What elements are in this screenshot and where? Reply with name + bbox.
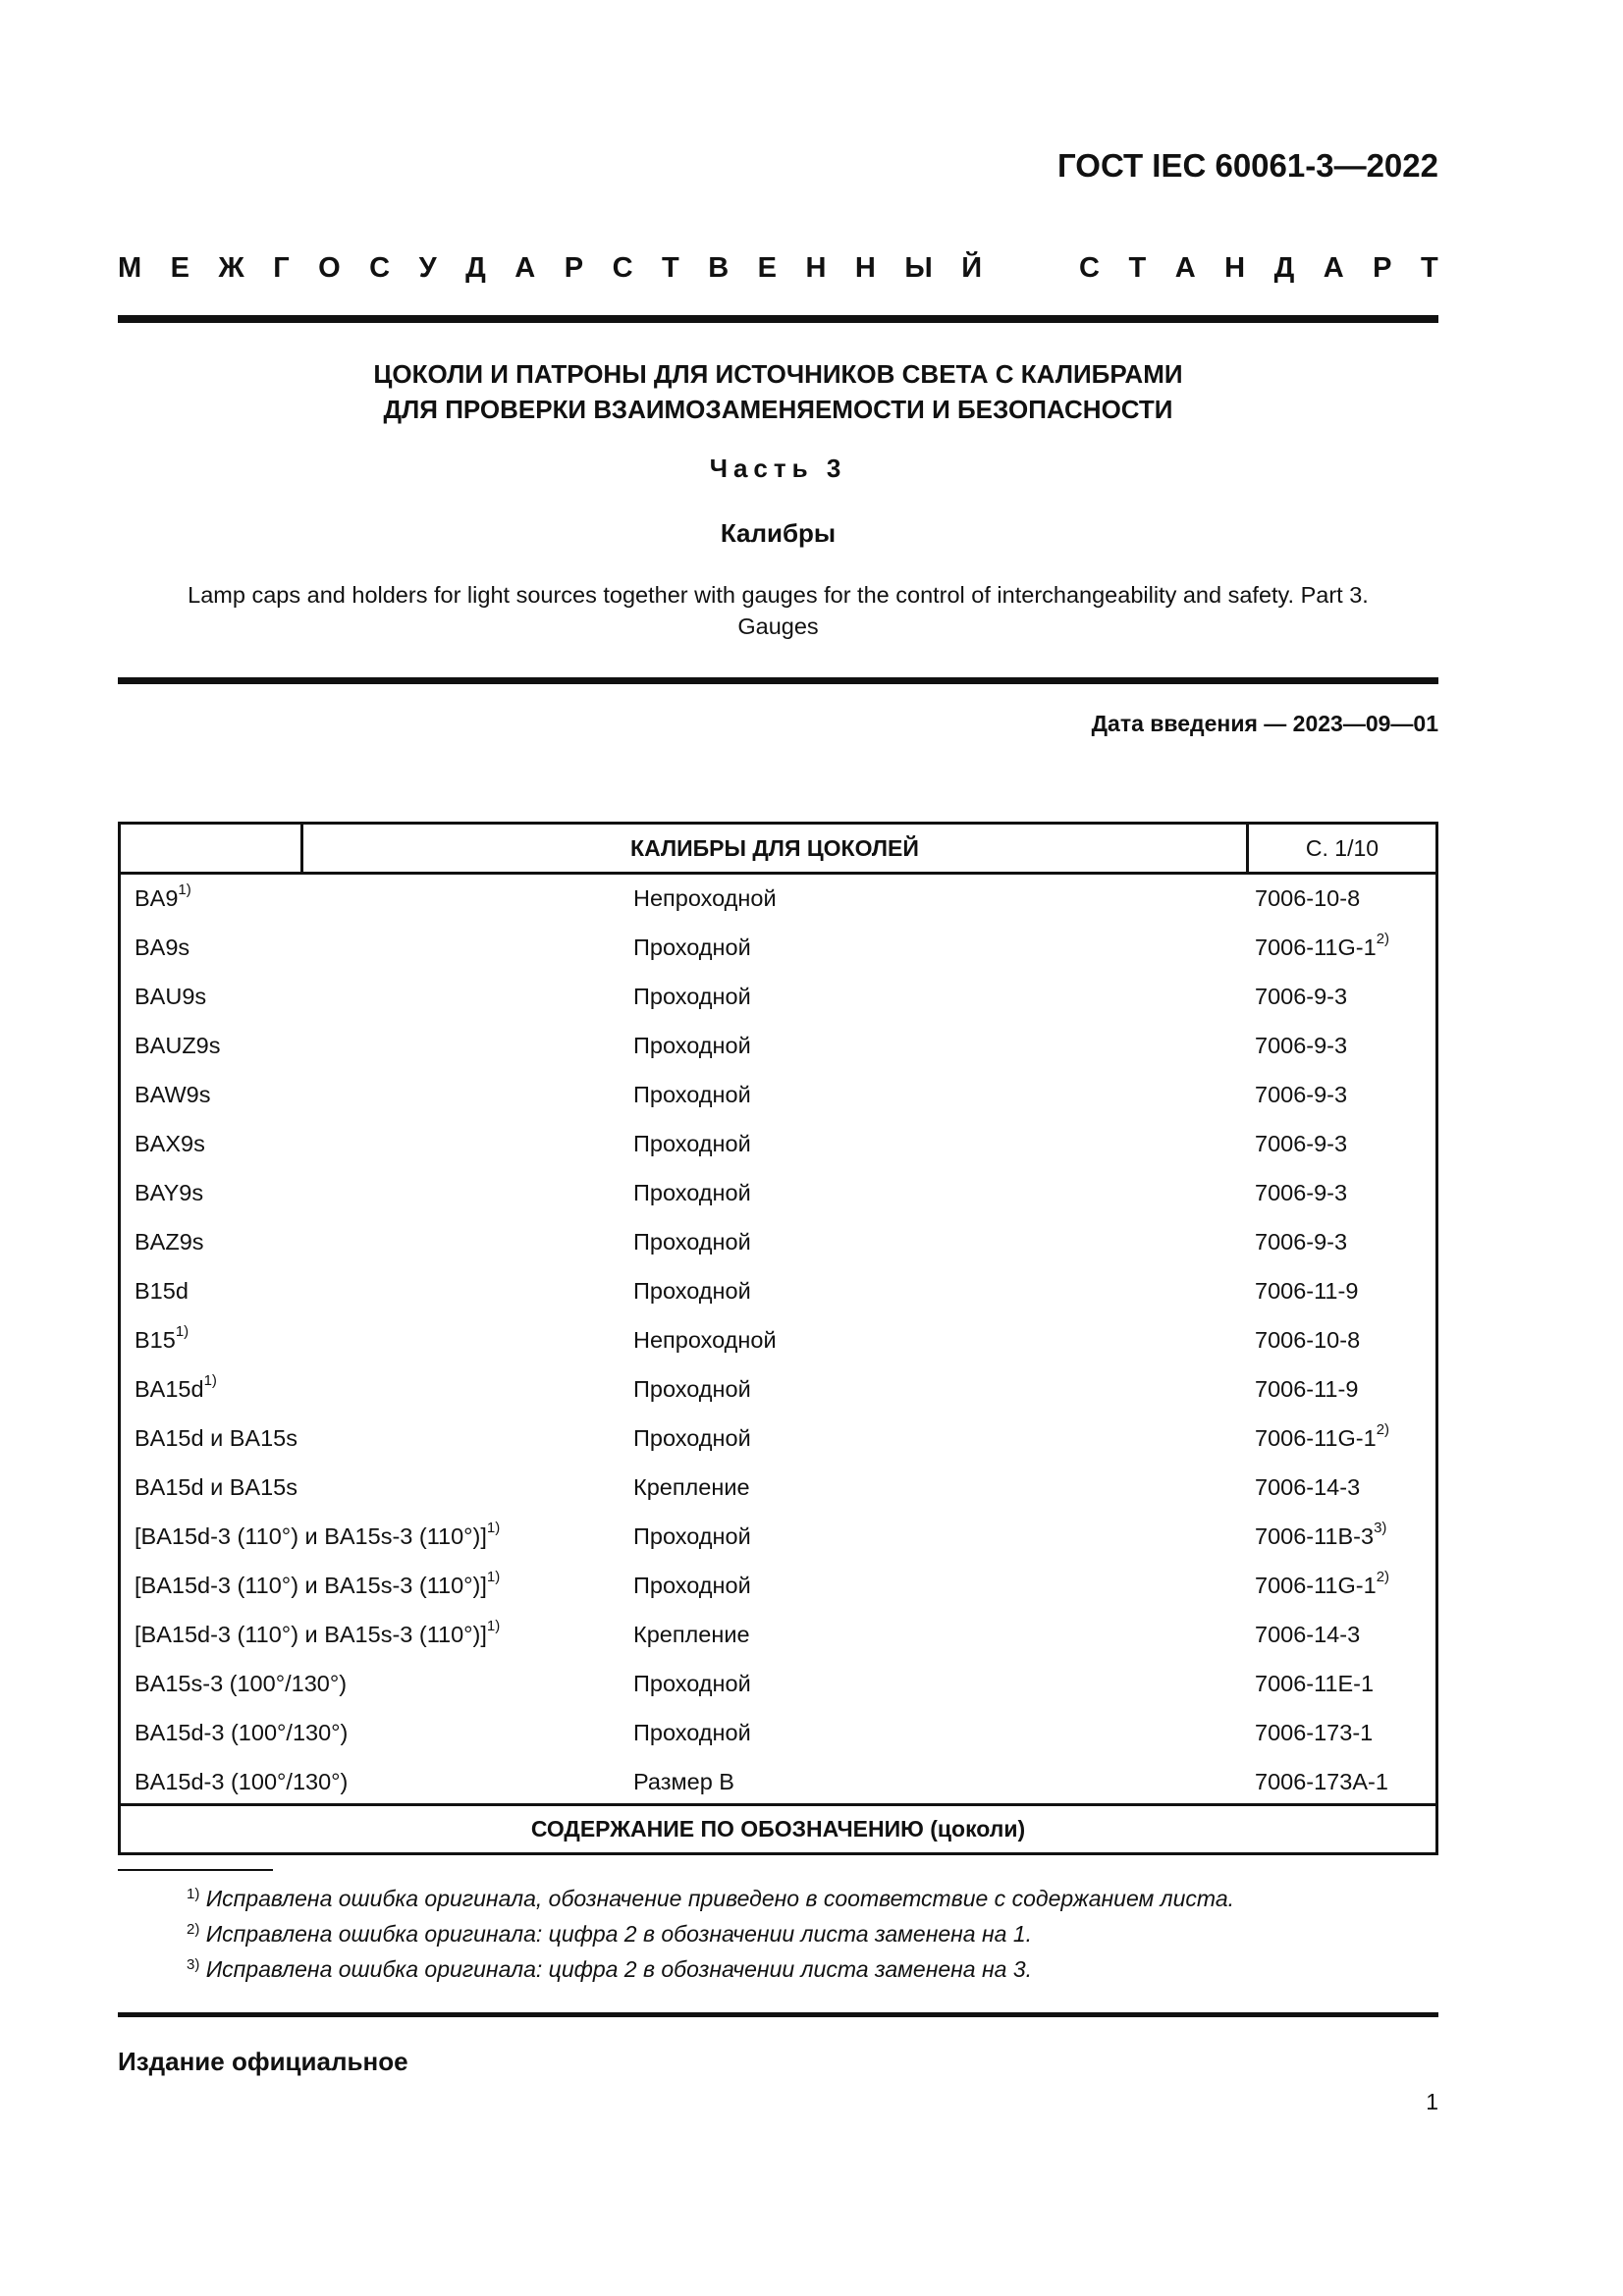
cap-footnote-mark: 1) xyxy=(203,1372,217,1389)
gauge-type: Проходной xyxy=(633,1180,751,1205)
table-row xyxy=(121,1365,1435,1415)
heading-letter: Й xyxy=(961,252,983,284)
english-title-line-2: Gauges xyxy=(737,614,819,639)
header-page: С. 1/10 xyxy=(1305,834,1380,861)
sheet-number xyxy=(1255,1082,1347,1108)
heading-letter: В xyxy=(708,252,730,284)
english-title-line-1: Lamp caps and holders for light sources together with gauges for the control of interchangeability and safety. Part 3. xyxy=(188,582,1369,608)
footnote xyxy=(187,1951,1234,1987)
cap-designation xyxy=(135,1769,348,1795)
cap-designation xyxy=(135,1278,189,1305)
cap-footnote-mark: 1) xyxy=(178,881,191,898)
gauge-type: Проходной xyxy=(633,1376,751,1402)
sheet-footnote-mark: 2) xyxy=(1376,931,1390,947)
sheet-footnote-mark: 3) xyxy=(1374,1520,1387,1536)
sheet-text: 7006-11G-1 xyxy=(1255,1573,1377,1598)
table-header xyxy=(121,825,1435,875)
cap-footnote-mark: 1) xyxy=(486,1618,501,1634)
heading-letter: Е xyxy=(757,252,777,284)
cap-designation xyxy=(135,984,206,1010)
heading-letter: А xyxy=(1174,252,1196,284)
cap-designation xyxy=(135,1180,203,1206)
title-line-2: ДЛЯ ПРОВЕРКИ ВЗАИМОЗАМЕНЯЕМОСТИ И БЕЗОПАСНОСТИ xyxy=(383,395,1173,424)
cap-text: BAX9s xyxy=(135,1131,205,1156)
sheet-text: 7006-10-8 xyxy=(1255,885,1361,911)
cap-text: BAZ9s xyxy=(135,1229,204,1255)
cap-designation xyxy=(135,1082,210,1108)
sheet-number xyxy=(1255,1033,1347,1059)
gauge-type: Проходной xyxy=(633,1425,751,1451)
heading-letter: А xyxy=(1323,252,1344,284)
cap-text: BA9 xyxy=(135,885,179,911)
cap-text: BA15d-3 (100°/130°) xyxy=(135,1720,349,1745)
heading-letter: Е xyxy=(170,252,189,284)
cap-text: BAUZ9s xyxy=(135,1033,221,1058)
sheet-footnote-mark: 2) xyxy=(1376,1569,1390,1585)
sheet-text: 7006-11B-3 xyxy=(1255,1523,1375,1549)
cap-text: BA9s xyxy=(135,934,190,960)
gauge-type: Проходной xyxy=(633,1573,751,1598)
table-row xyxy=(121,875,1435,924)
table-row xyxy=(121,1022,1435,1071)
gauges-table xyxy=(118,822,1438,1855)
cap-designation xyxy=(135,1671,347,1697)
table-row xyxy=(121,924,1435,973)
table-row xyxy=(121,1071,1435,1120)
heading-letter: С xyxy=(1079,252,1100,284)
gauge-type: Проходной xyxy=(633,934,751,960)
cap-text: [BA15d-3 (110°) и BA15s-3 (110°)] xyxy=(135,1622,487,1647)
english-title xyxy=(118,579,1438,642)
table-row xyxy=(121,1218,1435,1267)
footnote-text: Исправлена ошибка оригинала: цифра 2 в обозначении листа заменена на 3. xyxy=(205,1956,1032,1982)
footnote xyxy=(187,1881,1234,1916)
heading-letter: М xyxy=(118,252,142,284)
sheet-text: 7006-11-9 xyxy=(1255,1278,1359,1304)
footnote-separator xyxy=(118,1869,273,1871)
sheet-number xyxy=(1255,1131,1347,1157)
table-row xyxy=(121,1513,1435,1562)
table-row xyxy=(121,1758,1435,1807)
cap-text: BAU9s xyxy=(135,984,207,1009)
sheet-number xyxy=(1255,1421,1390,1452)
sheet-number xyxy=(1255,1520,1387,1550)
footnotes xyxy=(187,1881,1234,1987)
cap-designation xyxy=(135,1569,501,1599)
introduction-date: Дата введения — 2023—09—01 xyxy=(1091,711,1438,736)
sheet-text: 7006-9-3 xyxy=(1255,1180,1348,1205)
sheet-number xyxy=(1255,1376,1358,1403)
document-title xyxy=(118,356,1438,427)
heading-letter: Д xyxy=(465,252,486,284)
cap-text: BA15d и BA15s xyxy=(135,1474,298,1500)
table-row xyxy=(121,1660,1435,1709)
sheet-text: 7006-9-3 xyxy=(1255,1033,1348,1058)
sheet-number xyxy=(1255,1671,1374,1697)
header-empty-cell xyxy=(121,825,303,872)
cap-designation xyxy=(135,1520,501,1550)
heading-letter: Т xyxy=(1420,252,1438,284)
heading-letter: У xyxy=(418,252,437,284)
gauge-type: Размер В xyxy=(633,1769,734,1794)
title-line-1: ЦОКОЛИ И ПАТРОНЫ ДЛЯ ИСТОЧНИКОВ СВЕТА С КАЛИБРАМИ xyxy=(373,359,1183,389)
cap-text: [BA15d-3 (110°) и BA15s-3 (110°)] xyxy=(135,1573,487,1598)
heading-letter: О xyxy=(318,252,341,284)
heading-letter: Р xyxy=(1373,252,1392,284)
sheet-number xyxy=(1255,1769,1388,1795)
cap-footnote-mark: 1) xyxy=(486,1520,501,1536)
sheet-text: 7006-173-1 xyxy=(1255,1720,1374,1745)
sheet-text: 7006-173A-1 xyxy=(1255,1769,1388,1794)
official-edition: Издание официальное xyxy=(118,2047,408,2076)
footnote-mark: 1) xyxy=(187,1886,200,1902)
cap-text: BA15s-3 (100°/130°) xyxy=(135,1671,348,1696)
heading-letter: Г xyxy=(273,252,290,284)
heading-gap xyxy=(1011,252,1051,285)
document-code: ГОСТ IEC 60061-3—2022 xyxy=(1057,147,1438,184)
part-label: Часть 3 xyxy=(709,454,847,483)
table-row xyxy=(121,1316,1435,1365)
cap-designation xyxy=(135,1372,217,1403)
cap-text: BA15d и BA15s xyxy=(135,1425,298,1451)
gauge-type: Проходной xyxy=(633,1671,751,1696)
table-footer: СОДЕРЖАНИЕ ПО ОБОЗНАЧЕНИЮ (цоколи) xyxy=(121,1803,1435,1852)
gauge-type: Проходной xyxy=(633,1720,751,1745)
cap-designation xyxy=(135,1720,348,1746)
sheet-text: 7006-9-3 xyxy=(1255,1229,1348,1255)
sheet-text: 7006-11G-1 xyxy=(1255,934,1377,960)
sheet-number xyxy=(1255,931,1390,961)
footnote xyxy=(187,1916,1234,1951)
cap-text: BA15d xyxy=(135,1376,204,1402)
cap-designation xyxy=(135,1323,189,1354)
footnote-mark: 3) xyxy=(187,1956,200,1973)
table-row xyxy=(121,1464,1435,1513)
cap-footnote-mark: 1) xyxy=(175,1323,189,1340)
sheet-number xyxy=(1255,885,1360,912)
gauge-type: Крепление xyxy=(633,1474,750,1500)
cap-designation xyxy=(135,1425,298,1452)
sheet-text: 7006-9-3 xyxy=(1255,1082,1348,1107)
sheet-number xyxy=(1255,1278,1358,1305)
sheet-footnote-mark: 2) xyxy=(1376,1421,1390,1438)
gauge-type: Проходной xyxy=(633,1082,751,1107)
heading-letter: Ы xyxy=(904,252,933,284)
heading-letter: Р xyxy=(564,252,584,284)
heading-letter: Д xyxy=(1273,252,1295,284)
sheet-number xyxy=(1255,1474,1360,1501)
footnote-text: Исправлена ошибка оригинала: цифра 2 в обозначении листа заменена на 1. xyxy=(205,1921,1032,1947)
sheet-number xyxy=(1255,1569,1390,1599)
cap-text: BAY9s xyxy=(135,1180,204,1205)
sheet-text: 7006-9-3 xyxy=(1255,984,1348,1009)
header-title: КАЛИБРЫ ДЛЯ ЦОКОЛЕЙ xyxy=(303,825,1249,872)
cap-designation xyxy=(135,1229,204,1255)
cap-designation xyxy=(135,1033,221,1059)
table-row xyxy=(121,1267,1435,1316)
heading-letter: А xyxy=(514,252,536,284)
cap-text: B15d xyxy=(135,1278,189,1304)
sheet-text: 7006-10-8 xyxy=(1255,1327,1361,1353)
subtitle: Калибры xyxy=(720,518,837,548)
table-row xyxy=(121,1120,1435,1169)
cap-footnote-mark: 1) xyxy=(486,1569,501,1585)
gauge-type: Проходной xyxy=(633,1523,751,1549)
cap-text: BA15d-3 (100°/130°) xyxy=(135,1769,349,1794)
sheet-number xyxy=(1255,1720,1373,1746)
gauge-type: Непроходной xyxy=(633,1327,777,1353)
heading-letter: Ж xyxy=(218,252,244,284)
table-body xyxy=(121,875,1435,1807)
sheet-number xyxy=(1255,984,1347,1010)
heading-letter: С xyxy=(612,252,633,284)
sheet-number xyxy=(1255,1622,1360,1648)
heading-letter: Т xyxy=(1128,252,1147,284)
sheet-text: 7006-9-3 xyxy=(1255,1131,1348,1156)
cap-designation xyxy=(135,1474,298,1501)
interstate-standard-heading xyxy=(118,252,1438,285)
sheet-text: 7006-11-9 xyxy=(1255,1376,1359,1402)
heading-letter: С xyxy=(369,252,391,284)
table-row xyxy=(121,1562,1435,1611)
page-number: 1 xyxy=(1426,2089,1438,2114)
sheet-text: 7006-11E-1 xyxy=(1255,1671,1375,1696)
footnote-mark: 2) xyxy=(187,1921,200,1938)
heading-letter: Н xyxy=(1224,252,1246,284)
gauge-type: Крепление xyxy=(633,1622,750,1647)
cap-designation xyxy=(135,1618,501,1648)
table-row xyxy=(121,1611,1435,1660)
cap-text: [BA15d-3 (110°) и BA15s-3 (110°)] xyxy=(135,1523,487,1549)
heading-letter: Н xyxy=(854,252,876,284)
footer-rule xyxy=(118,2012,1438,2017)
gauge-type: Проходной xyxy=(633,1033,751,1058)
table-row xyxy=(121,1415,1435,1464)
gauge-type: Проходной xyxy=(633,1278,751,1304)
cap-designation xyxy=(135,1131,205,1157)
cap-designation xyxy=(135,934,189,961)
cap-text: BAW9s xyxy=(135,1082,211,1107)
gauge-type: Проходной xyxy=(633,984,751,1009)
sheet-number xyxy=(1255,1229,1347,1255)
sheet-text: 7006-14-3 xyxy=(1255,1474,1361,1500)
title-rule xyxy=(118,677,1438,684)
table-row xyxy=(121,973,1435,1022)
footnote-text: Исправлена ошибка оригинала, обозначение приведено в соответствие с содержанием листа. xyxy=(205,1886,1234,1911)
cap-text: B15 xyxy=(135,1327,176,1353)
table-row xyxy=(121,1709,1435,1758)
header-rule xyxy=(118,315,1438,323)
table-row xyxy=(121,1169,1435,1218)
cap-designation xyxy=(135,881,191,912)
sheet-text: 7006-14-3 xyxy=(1255,1622,1361,1647)
gauge-type: Непроходной xyxy=(633,885,777,911)
heading-letter: Н xyxy=(805,252,827,284)
sheet-text: 7006-11G-1 xyxy=(1255,1425,1377,1451)
heading-letter: Т xyxy=(662,252,679,284)
sheet-number xyxy=(1255,1180,1347,1206)
sheet-number xyxy=(1255,1327,1360,1354)
gauge-type: Проходной xyxy=(633,1229,751,1255)
gauge-type: Проходной xyxy=(633,1131,751,1156)
